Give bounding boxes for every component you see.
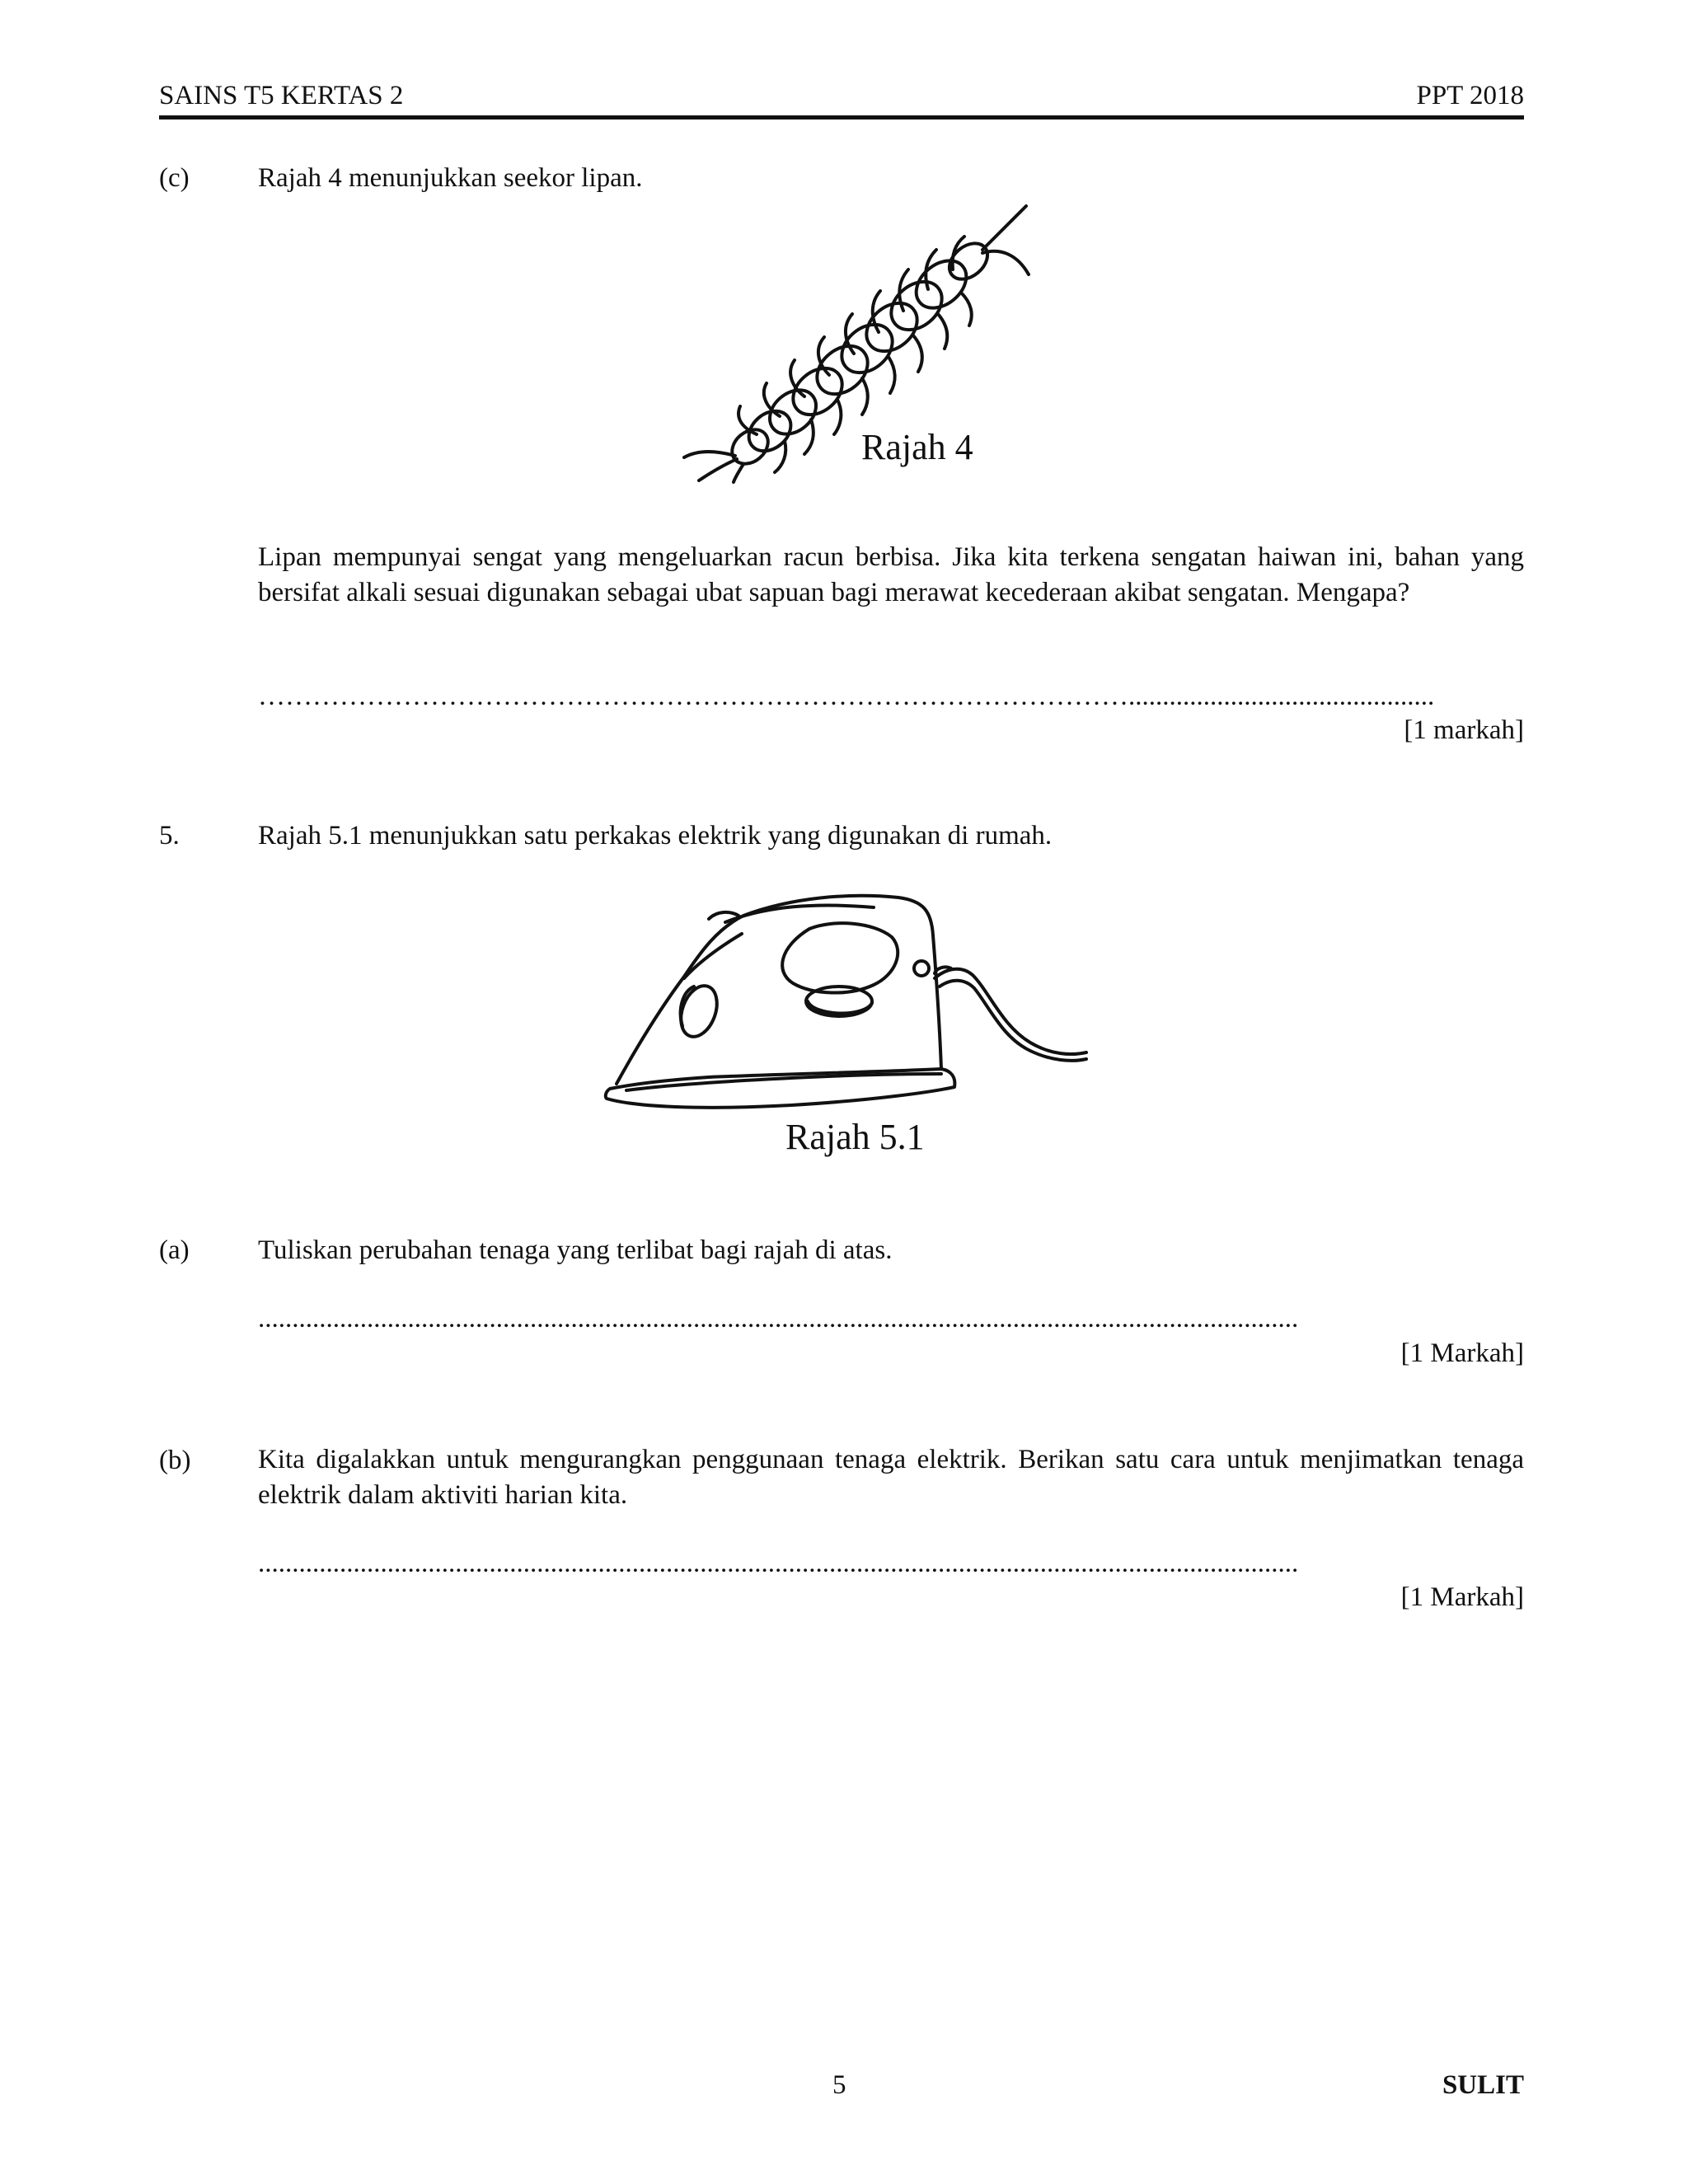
question-4c-prompt: Rajah 4 menunjukkan seekor lipan.: [258, 163, 643, 193]
figure-5-1-caption: Rajah 5.1: [785, 1117, 925, 1157]
centipede-illustration: [676, 202, 1039, 482]
figure-4-caption: Rajah 4: [861, 427, 973, 467]
question-4c-marks: [1 markah]: [1404, 715, 1524, 745]
classification-label: SULIT: [1442, 2070, 1524, 2100]
question-5a-answer-line[interactable]: .........................................................................................................................................................: [258, 1304, 1299, 1333]
question-5b-label: (b): [159, 1446, 191, 1475]
question-5a-label: (a): [159, 1235, 190, 1265]
page-number: 5: [832, 2070, 846, 2100]
question-5-number: 5.: [159, 821, 180, 851]
question-5-prompt: Rajah 5.1 menunjukkan satu perkakas elektrik yang digunakan di rumah.: [258, 821, 1053, 851]
question-5a-marks: [1 Markah]: [1400, 1338, 1524, 1368]
header-exam: PPT 2018: [1416, 81, 1524, 110]
question-5b-answer-line[interactable]: .........................................................................................................................................................: [258, 1549, 1299, 1578]
header-rule: [159, 115, 1524, 120]
question-5a-prompt: Tuliskan perubahan tenaga yang terlibat bagi rajah di atas.: [258, 1235, 893, 1265]
question-5b-prompt: Kita digalakkan untuk mengurangkan penggunaan tenaga elektrik. Berikan satu cara untuk menjimatkan tenaga elektrik dalam aktiviti harian kita.: [258, 1445, 1524, 1510]
header-subject: SAINS T5 KERTAS 2: [159, 81, 404, 110]
question-4c-answer-line[interactable]: …………………………………………………………………………………….............................................: [258, 682, 1435, 711]
question-4c-label: (c): [159, 163, 190, 193]
question-5b-marks: [1 Markah]: [1400, 1582, 1524, 1612]
question-4c-body: Lipan mempunyai sengat yang mengeluarkan racun berbisa. Jika kita terkena sengatan haiwan ini, bahan yang bersifat alkali sesuai digunakan sebagai ubat sapuan bagi merawat kecederaan akibat sengatan. Mengapa?: [258, 542, 1524, 607]
electric-iron-illustration: [602, 886, 1088, 1133]
